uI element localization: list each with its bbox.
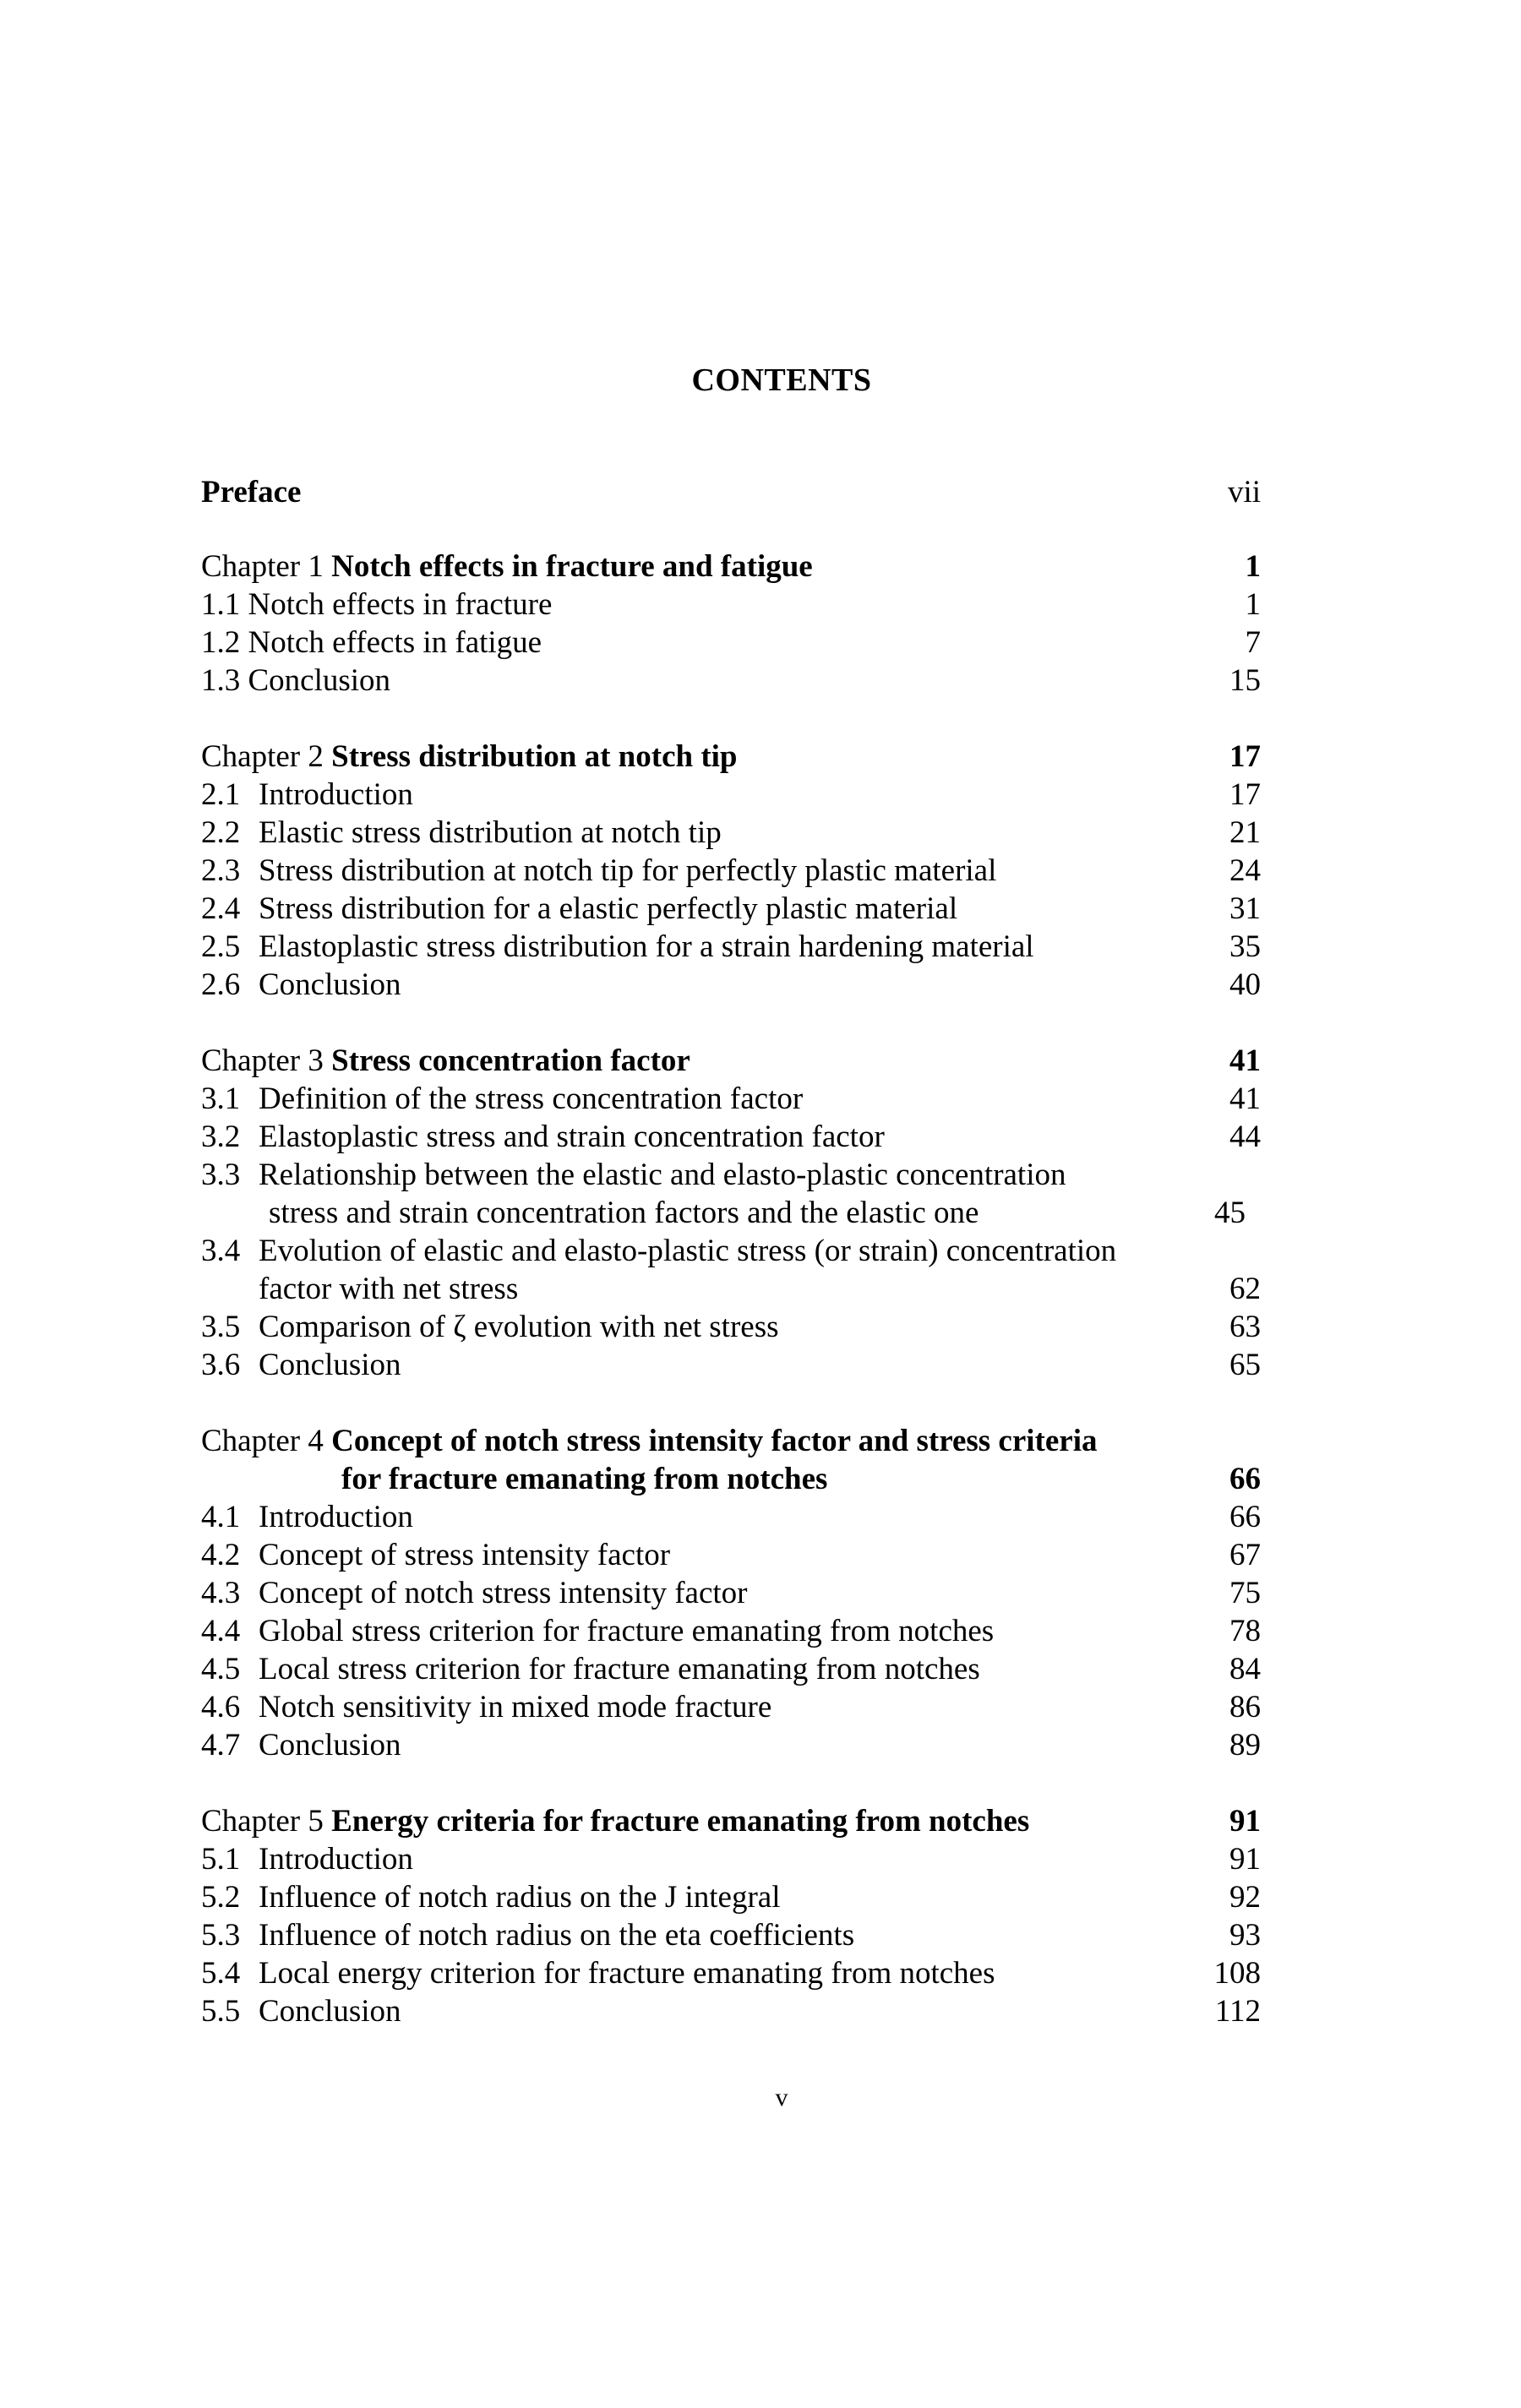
section-title: Notch effects in fracture xyxy=(248,587,553,622)
section-title: Conclusion xyxy=(259,1994,401,2029)
section-number: 2.6 xyxy=(201,967,241,1002)
section-page: 21 xyxy=(1229,815,1261,850)
section-page: 93 xyxy=(1229,1918,1261,1953)
spacer xyxy=(201,511,1261,548)
section-number: 3.2 xyxy=(201,1120,241,1154)
toc-chapter-row[interactable] xyxy=(201,1802,1261,1840)
chapter-page: 66 xyxy=(1229,1462,1261,1496)
section-title: Stress distribution for a elastic perfectly plastic material xyxy=(259,891,958,926)
toc-section-row[interactable] xyxy=(201,1916,1261,1954)
toc-section-row-continued[interactable] xyxy=(201,1194,1261,1232)
toc-section-row[interactable] xyxy=(201,1688,1261,1726)
toc-section-row[interactable] xyxy=(201,890,1261,928)
chapter-title: Concept of notch stress intensity factor and stress criteria xyxy=(331,1424,1098,1458)
section-number: 5.5 xyxy=(201,1994,241,2029)
section-page: 78 xyxy=(1229,1614,1261,1648)
section-page: 31 xyxy=(1229,891,1261,926)
section-number: 4.1 xyxy=(201,1500,241,1534)
toc-section-row[interactable] xyxy=(201,1346,1261,1384)
toc-chapter-row[interactable] xyxy=(201,738,1261,776)
section-title-continued: factor with net stress xyxy=(259,1272,519,1306)
section-page: 44 xyxy=(1229,1120,1261,1154)
section-title: Introduction xyxy=(259,777,413,812)
toc-section-row[interactable] xyxy=(201,1498,1261,1536)
section-title: Comparison of ζ evolution with net stress xyxy=(259,1310,779,1344)
section-number: 5.4 xyxy=(201,1956,241,1991)
section-page: 92 xyxy=(1229,1880,1261,1915)
chapter-title: Notch effects in fracture and fatigue xyxy=(331,549,813,584)
section-page: 62 xyxy=(1229,1272,1261,1306)
toc-section-row-continued[interactable] xyxy=(201,1270,1261,1308)
section-number: 4.5 xyxy=(201,1652,241,1686)
section-page: 86 xyxy=(1229,1690,1261,1724)
section-title: Conclusion xyxy=(259,967,401,1002)
section-number: 3.3 xyxy=(201,1158,241,1192)
toc-section-row[interactable] xyxy=(201,1536,1261,1574)
section-page: 1 xyxy=(1245,587,1261,622)
section-title: Concept of notch stress intensity factor xyxy=(259,1576,748,1610)
toc-section-row[interactable] xyxy=(201,1080,1261,1118)
section-title: Conclusion xyxy=(259,1728,401,1762)
section-title: Conclusion xyxy=(248,663,391,698)
section-page: 45 xyxy=(1214,1196,1246,1230)
chapter-title-continued: for fracture emanating from notches xyxy=(341,1462,828,1496)
section-title-continued: stress and strain concentration factors and the elastic one xyxy=(269,1196,979,1230)
section-number: 2.4 xyxy=(201,891,241,926)
toc-chapter-row[interactable] xyxy=(201,1422,1261,1460)
section-page: 75 xyxy=(1229,1576,1261,1610)
chapter-title: Stress concentration factor xyxy=(331,1043,690,1078)
chapter-title: Energy criteria for fracture emanating from notches xyxy=(331,1804,1030,1839)
chapter-page: 91 xyxy=(1229,1804,1261,1839)
section-title: Influence of notch radius on the J integral xyxy=(259,1880,781,1915)
section-number: 1.2 xyxy=(201,625,241,660)
toc-section-row[interactable] xyxy=(201,586,1261,624)
toc-section-row[interactable] xyxy=(201,928,1261,966)
toc-section-row[interactable] xyxy=(201,624,1261,662)
section-title: Evolution of elastic and elasto-plastic stress (or strain) concentration xyxy=(259,1234,1117,1268)
section-page: 65 xyxy=(1229,1348,1261,1382)
section-number: 4.3 xyxy=(201,1576,241,1610)
section-number: 2.3 xyxy=(201,853,241,888)
spacer xyxy=(201,700,1261,738)
section-number: 3.5 xyxy=(201,1310,241,1344)
toc-section-row[interactable] xyxy=(201,1840,1261,1878)
section-page: 24 xyxy=(1229,853,1261,888)
chapter-prefix: Chapter 1 xyxy=(201,549,324,584)
toc-section-row[interactable] xyxy=(201,1954,1261,1992)
section-page: 91 xyxy=(1229,1842,1261,1877)
section-title: Global stress criterion for fracture emanating from notches xyxy=(259,1614,995,1648)
section-title: Notch sensitivity in mixed mode fracture xyxy=(259,1690,772,1724)
toc-section-row[interactable] xyxy=(201,1118,1261,1156)
chapter-title: Stress distribution at notch tip xyxy=(331,739,738,774)
section-number: 1.3 xyxy=(201,663,241,698)
toc-preface-label: Preface xyxy=(201,475,302,509)
section-page: 112 xyxy=(1214,1994,1261,2029)
page-title: CONTENTS xyxy=(691,362,872,398)
toc-section-row[interactable] xyxy=(201,1308,1261,1346)
section-number: 4.7 xyxy=(201,1728,241,1762)
section-page: 15 xyxy=(1229,663,1261,698)
section-page: 17 xyxy=(1229,777,1261,812)
section-number: 2.1 xyxy=(201,777,241,812)
section-number: 4.6 xyxy=(201,1690,241,1724)
section-title: Relationship between the elastic and elasto-plastic concentration xyxy=(259,1158,1066,1192)
spacer xyxy=(201,1384,1261,1422)
section-page: 35 xyxy=(1229,929,1261,964)
section-page: 66 xyxy=(1229,1500,1261,1534)
toc-section-row[interactable] xyxy=(201,1612,1261,1650)
section-number: 5.3 xyxy=(201,1918,241,1953)
section-title: Local energy criterion for fracture emanating from notches xyxy=(259,1956,995,1991)
section-number: 4.2 xyxy=(201,1538,241,1572)
section-title: Local stress criterion for fracture emanating from notches xyxy=(259,1652,980,1686)
toc-preface-row[interactable] xyxy=(201,473,1261,511)
section-page: 108 xyxy=(1213,1956,1261,1991)
section-number: 3.6 xyxy=(201,1348,241,1382)
toc-section-row[interactable] xyxy=(201,1650,1261,1688)
section-number: 2.2 xyxy=(201,815,241,850)
section-title: Elastoplastic stress and strain concentration factor xyxy=(259,1120,885,1154)
spacer xyxy=(201,1004,1261,1042)
table-of-contents xyxy=(201,473,1261,2030)
section-number: 1.1 xyxy=(201,587,241,622)
section-title: Elastic stress distribution at notch tip xyxy=(259,815,722,850)
section-page: 84 xyxy=(1229,1652,1261,1686)
section-number: 2.5 xyxy=(201,929,241,964)
chapter-page: 1 xyxy=(1245,549,1261,584)
section-title: Stress distribution at notch tip for perfectly plastic material xyxy=(259,853,997,888)
section-number: 5.1 xyxy=(201,1842,241,1877)
toc-section-row[interactable] xyxy=(201,1156,1261,1194)
section-title: Influence of notch radius on the eta coefficients xyxy=(259,1918,855,1953)
toc-section-row[interactable] xyxy=(201,1232,1261,1270)
chapter-prefix: Chapter 4 xyxy=(201,1424,324,1458)
toc-section-row[interactable] xyxy=(201,966,1261,1004)
toc-section-row[interactable] xyxy=(201,1574,1261,1612)
toc-section-row[interactable] xyxy=(201,852,1261,890)
chapter-page: 17 xyxy=(1229,739,1261,774)
section-number: 5.2 xyxy=(201,1880,241,1915)
section-page: 7 xyxy=(1245,625,1261,660)
toc-chapter-row-continued[interactable] xyxy=(201,1460,1261,1498)
section-title: Introduction xyxy=(259,1500,413,1534)
chapter-prefix: Chapter 5 xyxy=(201,1804,324,1839)
toc-chapter-row[interactable] xyxy=(201,548,1261,586)
toc-chapter-row[interactable] xyxy=(201,1042,1261,1080)
chapter-prefix: Chapter 3 xyxy=(201,1043,324,1078)
toc-preface-page: vii xyxy=(1227,475,1261,509)
chapter-page: 41 xyxy=(1229,1043,1261,1078)
section-number: 4.4 xyxy=(201,1614,241,1648)
toc-section-row[interactable] xyxy=(201,814,1261,852)
section-page: 40 xyxy=(1229,967,1261,1002)
section-title: Elastoplastic stress distribution for a strain hardening material xyxy=(259,929,1034,964)
section-title: Conclusion xyxy=(259,1348,401,1382)
chapter-prefix: Chapter 2 xyxy=(201,739,324,774)
section-page: 89 xyxy=(1229,1728,1261,1762)
section-title: Introduction xyxy=(259,1842,413,1877)
section-page: 63 xyxy=(1229,1310,1261,1344)
page-number-footer: v xyxy=(775,2084,788,2111)
section-title: Notch effects in fatigue xyxy=(248,625,542,660)
toc-section-row[interactable] xyxy=(201,1726,1261,1764)
section-title: Definition of the stress concentration factor xyxy=(259,1081,804,1116)
section-page: 67 xyxy=(1229,1538,1261,1572)
toc-section-row[interactable] xyxy=(201,662,1261,700)
toc-section-row[interactable] xyxy=(201,1878,1261,1916)
toc-section-row[interactable] xyxy=(201,776,1261,814)
section-number: 3.1 xyxy=(201,1081,241,1116)
spacer xyxy=(201,1764,1261,1802)
section-title: Concept of stress intensity factor xyxy=(259,1538,671,1572)
section-number: 3.4 xyxy=(201,1234,241,1268)
section-page: 41 xyxy=(1229,1081,1261,1116)
toc-section-row[interactable] xyxy=(201,1992,1261,2030)
